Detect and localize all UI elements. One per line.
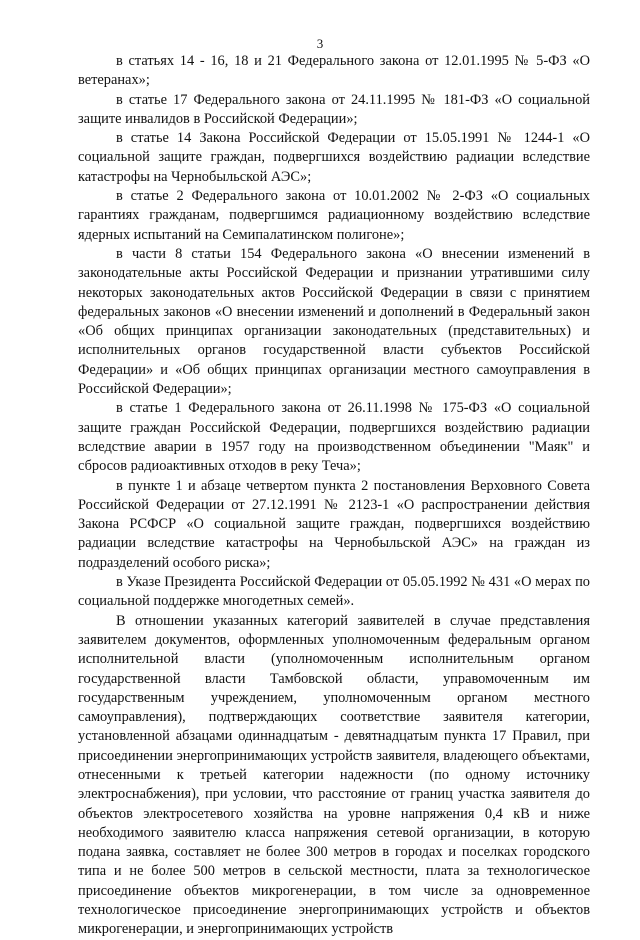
paragraph-supreme-council-resolution: в пункте 1 и абзаце четвертом пункта 2 постановления Верховного Совета Российской Федерации от 27.12.1991 № 2123-1 «О распространении действия Закона РСФСР «О социальной защите граждан, подвергшихся воздействию радиации вследствие катастрофы на Чернобыльской АЭС» на граждан из подразделений особого риска»; bbox=[78, 477, 590, 571]
paragraph-veterans-law: в статьях 14 - 16, 18 и 21 Федерального закона от 12.01.1995 № 5-ФЗ «О ветеранах»; bbox=[78, 53, 590, 89]
document-body bbox=[78, 52, 590, 940]
paragraph-article-154: в части 8 статьи 154 Федерального закона «О внесении изменений в законодательные акты Российской Федерации и признании утратившими силу некоторых законодательных актов Российской Федерации в связи с принятием федеральных законов «О внесении изменений и дополнений в Федеральный закон «Об общих принципах организации законодательных (представительных) и исполнительных органов государственной власти субъектов Российской Федерации» и «Об общих принципах организации местного самоуправления в Российской Федерации»; bbox=[78, 245, 590, 398]
paragraph-disabled-law: в статье 17 Федерального закона от 24.11.1995 № 181-ФЗ «О социальной защите инвалидов в Российской Федерации»; bbox=[78, 91, 590, 127]
paragraph-mayak-law: в статье 1 Федерального закона от 26.11.1998 № 175-ФЗ «О социальной защите граждан Российской Федерации, подвергшихся воздействию радиации вследствие аварии в 1957 году на производственном объединении "Маяк" и сбросов радиоактивных отходов в реку Теча»; bbox=[78, 400, 590, 475]
paragraph-applicant-categories: В отношении указанных категорий заявителей в случае представления заявителем документов, оформленных уполномоченным федеральным органом исполнительной власти (уполномоченным исполнительным органом государственной власти Тамбовской области, управомоченным им государственным учреждением, уполномоченным органом местного самоуправления), подтверждающих соответствие заявителя категории, установленной абзацами одиннадцатым - девятнадцатым пункта 17 Правил, при присоединении энергопринимающих устройств заявителя, владеющего объектами, отнесенными к третьей категории надежности (по одному источнику электроснабжения), при условии, что расстояние от границ участка заявителя до объектов электросетевого хозяйства на уровне напряжения 0,4 кВ и ниже необходимого заявителю класса напряжения сетевой организации, в которую подана заявка, составляет не более 300 метров в городах и поселках городского типа и не более 500 метров в сельской местности, плата за технологическое присоединение объектов микрогенерации, в том числе за одновременное технологическое присоединение энергопринимающих устройств и объектов микрогенерации, и энергопринимающих устройств bbox=[78, 612, 590, 938]
paragraph-semipalatinsk-law: в статье 2 Федерального закона от 10.01.2002 № 2-ФЗ «О социальных гарантиях гражданам, подвергшимся радиационному воздействию вследствие ядерных испытаний на Семипалатинском полигоне»; bbox=[78, 188, 590, 243]
paragraph-presidential-decree: в Указе Президента Российской Федерации от 05.05.1992 № 431 «О мерах по социальной поддержке многодетных семей». bbox=[78, 574, 590, 610]
page-number: 3 bbox=[316, 36, 324, 51]
paragraph-chernobyl-law: в статье 14 Закона Российской Федерации от 15.05.1991 № 1244-1 «О социальной защите граждан, подвергшихся воздействию радиации вследствие катастрофы на Чернобыльской АЭС»; bbox=[78, 130, 590, 185]
